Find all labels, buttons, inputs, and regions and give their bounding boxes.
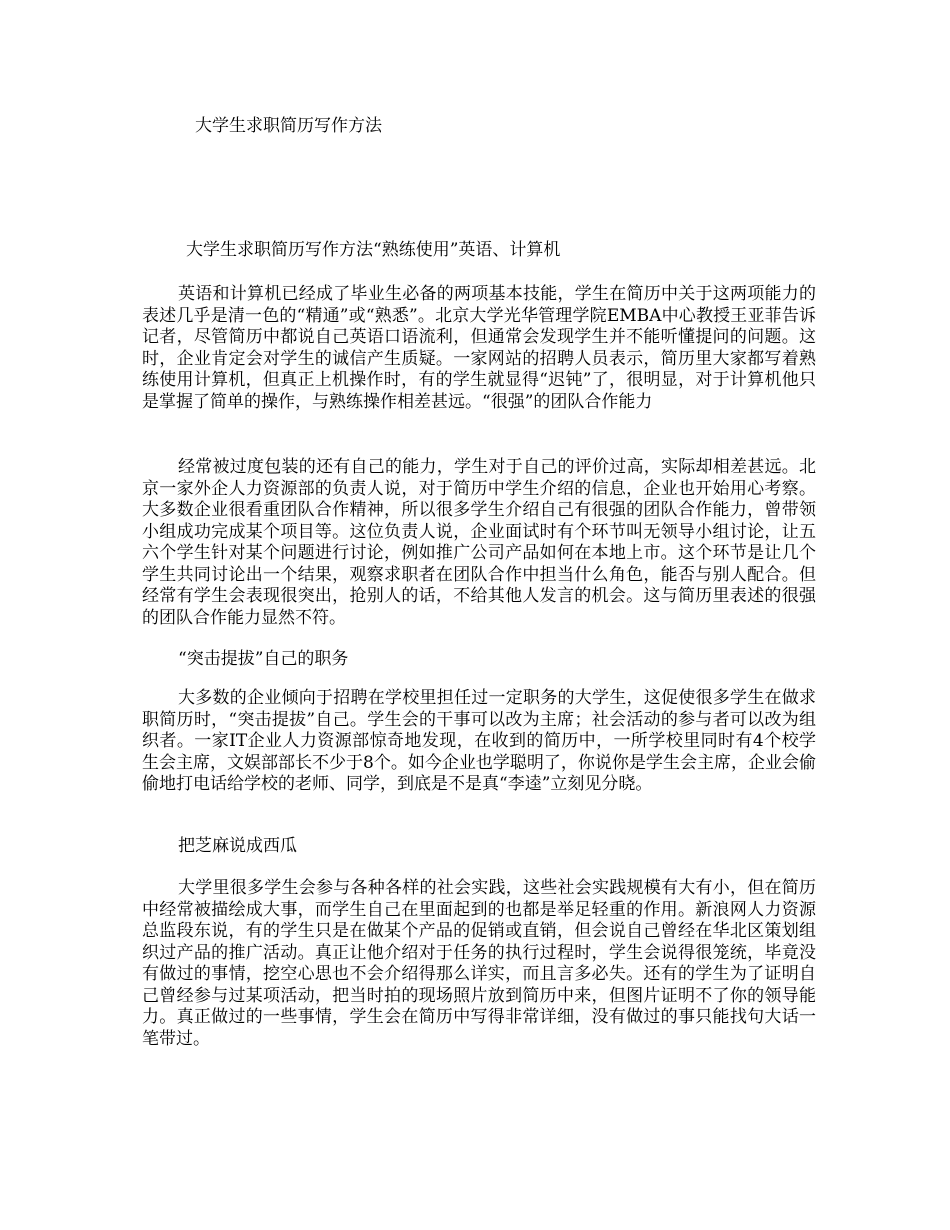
heading-promotion: “突击提拔”自己的职务 <box>178 649 349 669</box>
document-subtitle: 大学生求职简历写作方法“熟练使用”英语、计算机 <box>186 240 561 260</box>
paragraph-english-computer: 英语和计算机已经成了毕业生必备的两项基本技能，学生在简历中关于这两项能力的表述几乎是清一色的“精通”或“熟悉”。北京大学光华管理学院EMBA中心教授王亚菲告诉记者，尽管简历中都说自己英语口语流利，但通常会发现学生并不能听懂提问的问题。这时，企业肯定会对学生的诚信产生质疑。一家网站的招聘人员表示，简历里大家都写着熟练使用计算机，但真正上机操作时，有的学生就显得“迟钝”了，很明显，对于计算机他只是掌握了简单的操作，与熟练操作相差甚远。“很强”的团队合作能力 <box>142 284 816 412</box>
heading-exaggeration: 把芝麻说成西瓜 <box>178 836 297 856</box>
document-title: 大学生求职简历写作方法 <box>195 116 382 136</box>
paragraph-team-ability: 经常被过度包装的还有自己的能力，学生对于自己的评价过高，实际却相差甚远。北京一家外企人力资源部的负责人说，对于简历中学生介绍的信息，企业也开始用心考察。大多数企业很看重团队合作精神，所以很多学生介绍自己有很强的团队合作能力，曾带领小组成功完成某个项目等。这位负责人说，企业面试时有个环节叫无领导小组讨论，让五六个学生针对某个问题进行讨论，例如推广公司产品如何在本地上市。这个环节是让几个学生共同讨论出一个结果，观察求职者在团队合作中担当什么角色，能否与别人配合。但经常有学生会表现很突出，抢别人的话，不给其他人发言的机会。这与简历里表述的很强的团队合作能力显然不符。 <box>142 457 816 628</box>
paragraph-promotion: 大多数的企业倾向于招聘在学校里担任过一定职务的大学生，这促使很多学生在做求职简历时，“突击提拔”自己。学生会的干事可以改为主席；社会活动的参与者可以改为组织者。一家IT企业人力资源部惊奇地发现，在收到的简历中，一所学校里同时有4个校学生会主席，文娱部部长不少于8个。如今企业也学聪明了，你说你是学生会主席，企业会偷偷地打电话给学校的老师、同学，到底是不是真“李逵”立刻见分晓。 <box>142 688 816 794</box>
paragraph-exaggeration: 大学里很多学生会参与各种各样的社会实践，这些社会实践规模有大有小，但在简历中经常被描绘成大事，而学生自己在里面起到的也都是举足轻重的作用。新浪网人力资源总监段东说，有的学生只是在做某个产品的促销或直销，但会说自己曾经在华北区策划组织过产品的推广活动。真正让他介绍对于任务的执行过程时，学生会说得很笼统，毕竟没有做过的事情，挖空心思也不会介绍得那么详实，而且言多必失。还有的学生为了证明自己曾经参与过某项活动，把当时拍的现场照片放到简历中来，但图片证明不了你的领导能力。真正做过的一些事情，学生会在简历中写得非常详细，没有做过的事只能找句大话一笔带过。 <box>142 878 816 1049</box>
